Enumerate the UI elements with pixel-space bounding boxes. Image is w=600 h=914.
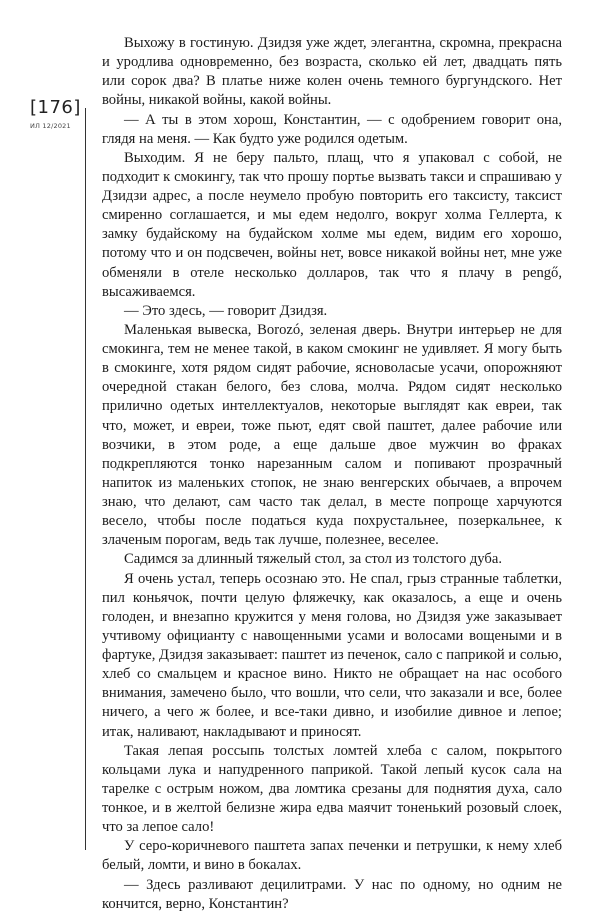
paragraph: Такая лепая россыпь толстых ломтей хлеба с салом, покрытого кольцами лука и напудренного паприкой. Такой лепый кусок сала на тарелке с острым ножом, два ломтика срезаны для поднятия духа, сало тонкое, и в желтой белизне жира едва маячит тоненький розовый слоек, что за лепое сало! (102, 742, 562, 836)
paragraph: Садимся за длинный тяжелый стол, за стол из толстого дуба. (124, 551, 502, 568)
paragraph: — А ты в этом хорош, Константин, — с одобрением говорит она, глядя на меня. — Как будто уже родился одетым. (102, 111, 562, 147)
paragraph: — Это здесь, — говорит Дзидзя. (124, 302, 328, 319)
paragraph: Выхожу в гостиную. Дзидзя уже ждет, элегантна, скромна, прекрасна и уродлива одновременно, без возраста, сколько ей лет, двадцать пять или сорок два? В платье ниже колен очень темного бургундского. Нет войны, никакой войны, какой войны. (102, 35, 562, 109)
paragraph: Я очень устал, теперь осознаю это. Не спал, грыз странные таблетки, пил коньячок, почти целую фляжечку, как оказалось, а еще и очень голоден, и внезапно кружится у меня голова, но Дзидзя уже заказывает учтивому официанту с навощенными усами и волосами вощеными и в фартуке, Дзидзя заказывает: паштет из печенок, сало с паприкой и солью, хлеб со смальцем и красное вино. Никто не обращает на нас особого внимания, замечено было, что вошли, что сели, что заказали и все, более ничего, а чего ж более, и все-таки дивно, и изобилие дивное и лепое; итак, наливают, накладывают и приносят. (102, 570, 562, 740)
page-number: [176] (30, 97, 81, 118)
journal-issue: ИЛ 12/2021 (30, 122, 71, 130)
paragraph: Выходим. Я не беру пальто, плащ, что я упаковал с собой, не подходит к смокингу, так что прошу портье вызвать такси и спрашиваю у Дзидзи адрес, а после неумело пробую повторить его таксисту, таксист смиренно соглашается, и мы едем недолго, вокруг холма Геллерта, к замку будайскому на будайском холме мы едем, видим его хорошо, потому что и он подсвечен, войны нет, вовсе никакой войны нет, мне уже обменяли в отеле несколько долларов, так что я плачу в pengő, высаживаемся. (102, 149, 562, 300)
text-column (102, 34, 562, 914)
paragraph: Маленькая вывеска, Borozó, зеленая дверь. Внутри интерьер не для смокинга, тем не менее такой, в каком смокинг не удивляет. Я могу быть в смокинге, хотя рядом сидят рабочие, ясноволасые усачи, опорожняют очередной стакан белого, без слова, молча. Рядом сидят несколько прилично одетых интеллектуалов, некоторые выглядят как евреи, так что, может, и евреи, тоже пьют, едят свой паштет, далее рабочие или возчики, в этом роде, а еще дальше двое мужчин во фраках подкрепляются тонко нарезанным салом и попивают прозрачный напиток из маленьких стопок, не знаю венгерских обычаев, а впрочем знаю, что делают, сам часто так делал, в месте попроще харчуются весело, чтобы после податься куда похрустальнее, позеркальнее, к злаченым порогам, ведь так лучше, полезнее, веселее. (102, 321, 562, 549)
margin-block (30, 98, 88, 130)
paragraph: У серо-коричневого паштета запах печенки и петрушки, к нему хлеб белый, ломти, и вино в бокалах. (102, 838, 562, 874)
margin-rule (85, 108, 86, 850)
paragraph: — Здесь разливают децилитрами. У нас по одному, но одним не кончится, верно, Константин? (102, 876, 562, 912)
